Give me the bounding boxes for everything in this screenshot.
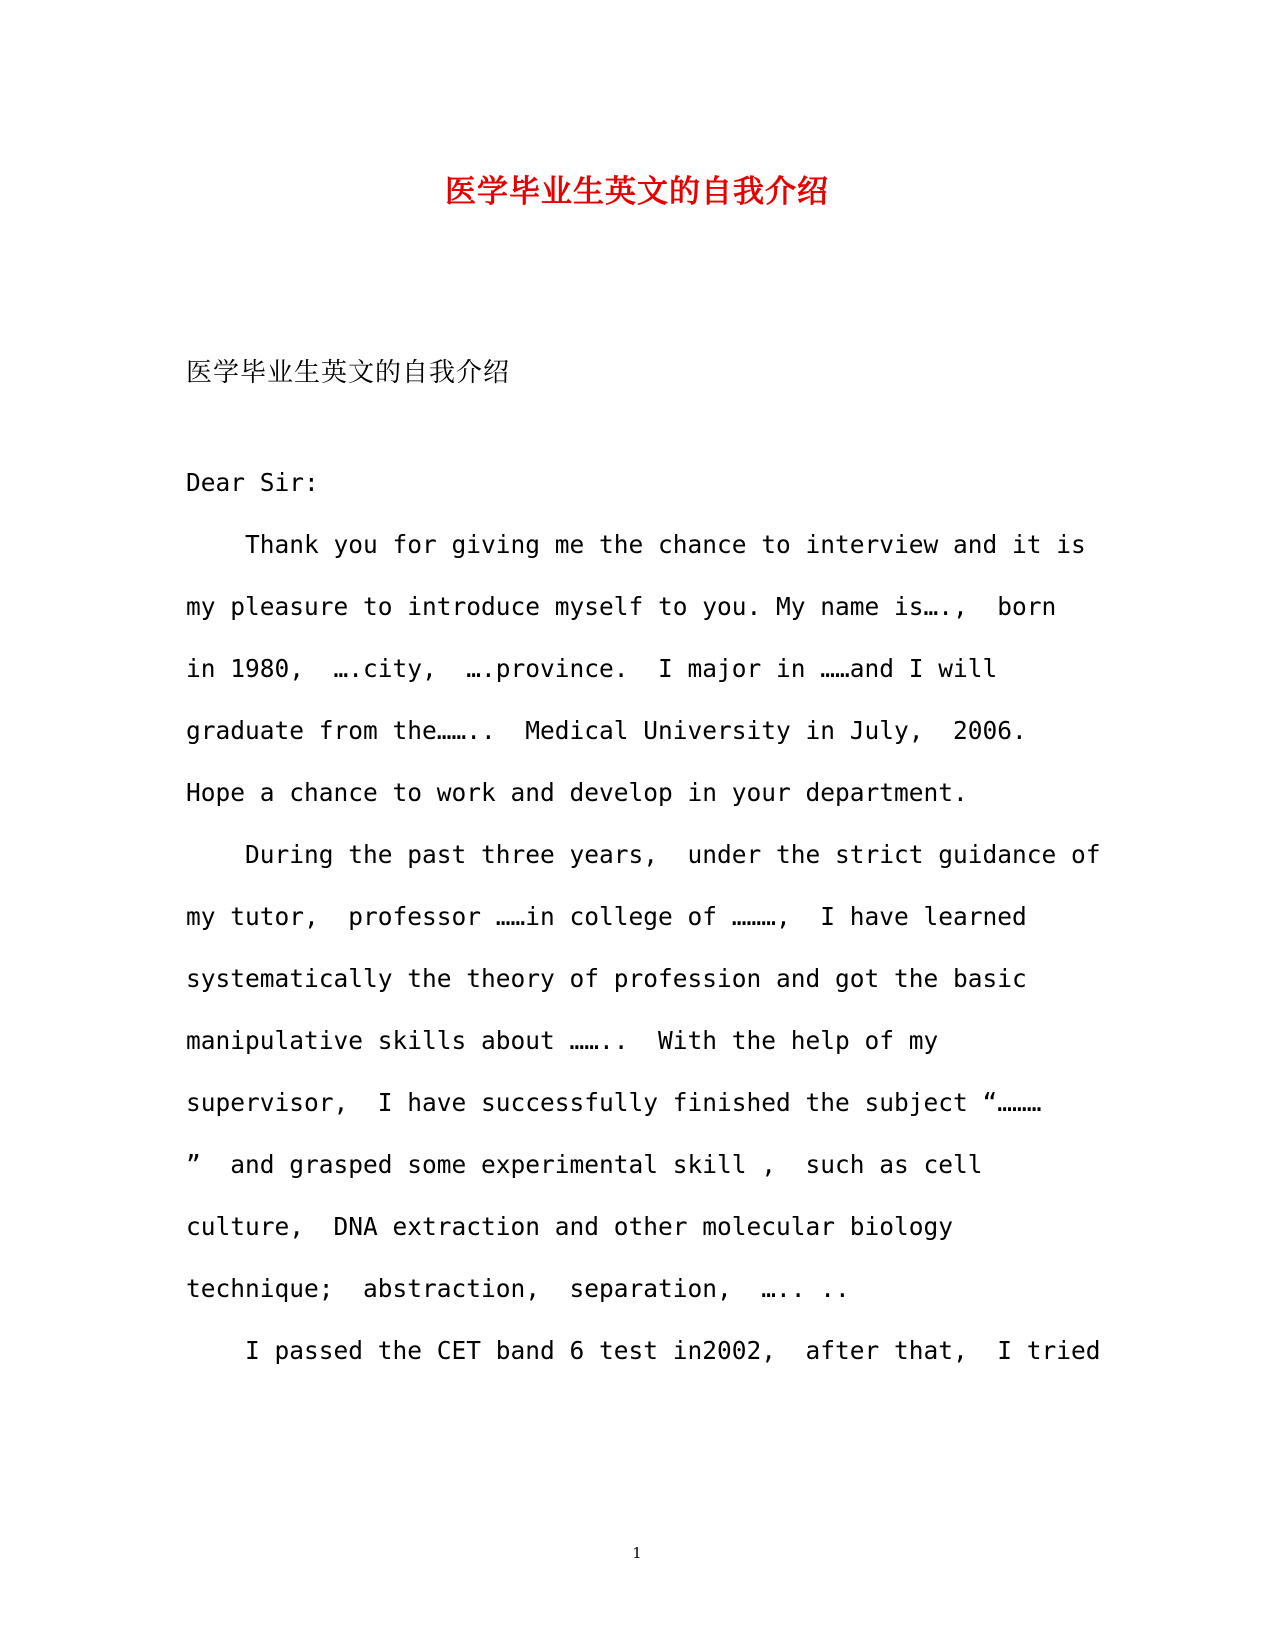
paragraph-line: my pleasure to introduce myself to you. My name is…., born bbox=[186, 592, 1057, 621]
paragraph-line: technique; abstraction, separation, ….. .. bbox=[186, 1274, 850, 1303]
paragraph-line: in 1980, ….city, ….province. I major in ……and I will bbox=[186, 654, 998, 683]
paragraph-line: I passed the CET band 6 test in2002, after that, I tried bbox=[245, 1336, 1101, 1365]
document-subtitle: 医学毕业生英文的自我介绍 bbox=[186, 358, 511, 388]
paragraph-line: my tutor, professor ……in college of ………, I have learned bbox=[186, 902, 1027, 931]
document-title: 医学毕业生英文的自我介绍 bbox=[445, 174, 829, 210]
paragraph-line: culture, DNA extraction and other molecular biology bbox=[186, 1212, 954, 1241]
salutation-line: Dear Sir: bbox=[186, 468, 319, 497]
paragraph-line: systematically the theory of profession and got the basic bbox=[186, 964, 1027, 993]
page-number: 1 bbox=[632, 1544, 642, 1562]
paragraph-line: graduate from the…….. Medical University in July, 2006. bbox=[186, 716, 1027, 745]
paragraph-line: supervisor, I have successfully finished the subject “……… bbox=[186, 1088, 1042, 1117]
paragraph-line: Hope a chance to work and develop in your department. bbox=[186, 778, 968, 807]
paragraph-line: Thank you for giving me the chance to interview and it is bbox=[245, 530, 1086, 559]
paragraph-line: During the past three years, under the strict guidance of bbox=[245, 840, 1101, 869]
paragraph-line: manipulative skills about …….. With the help of my bbox=[186, 1026, 939, 1055]
paragraph-line: ” and grasped some experimental skill , such as cell bbox=[186, 1150, 983, 1179]
